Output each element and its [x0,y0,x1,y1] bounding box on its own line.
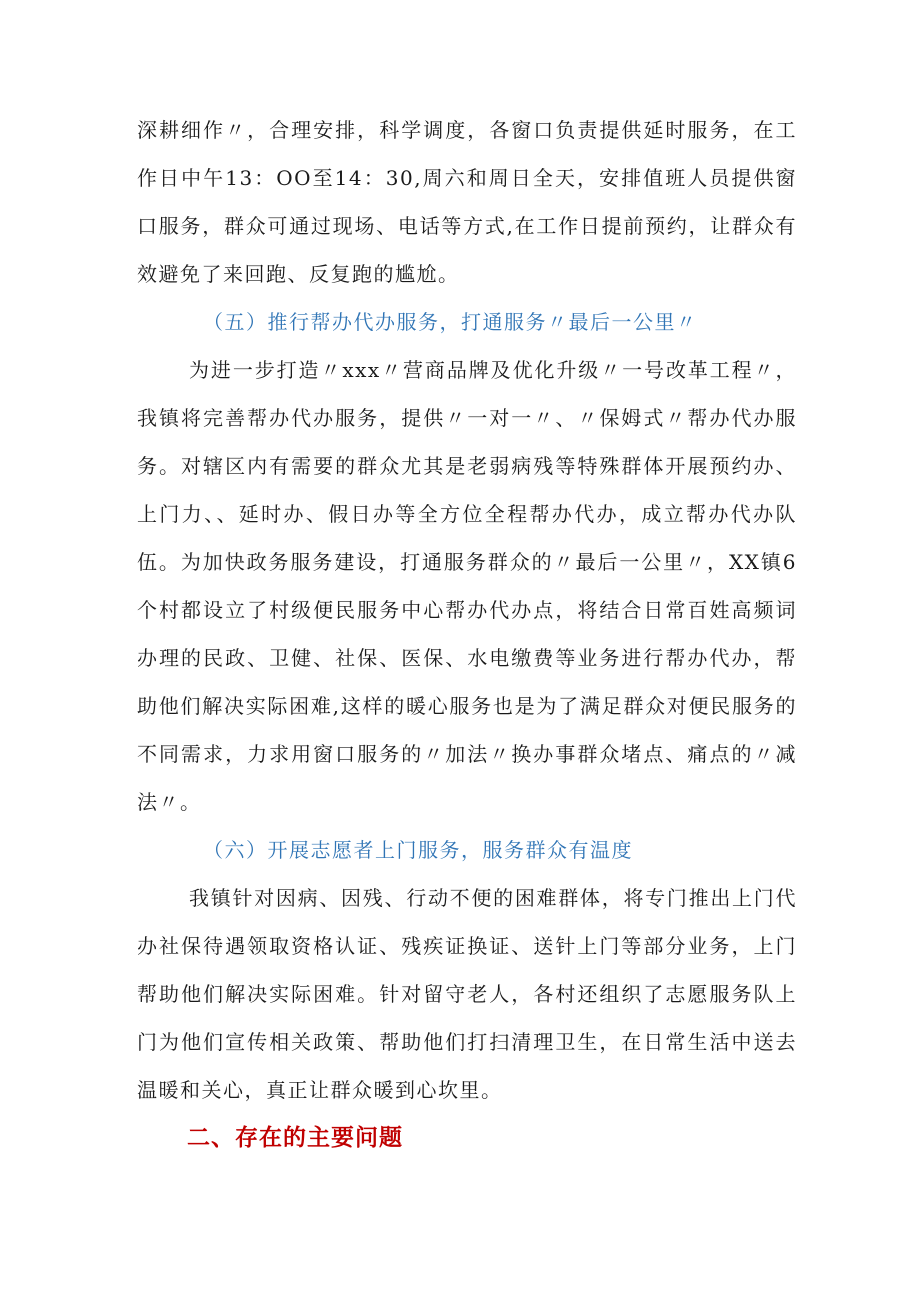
paragraph-section-5: 为进一步打造〃xxx〃营商品牌及优化升级〃一号改革工程〃，我镇将完善帮办代办服务，提供〃一对一〃、〃保姆式〃帮办代办服务。对辖区内有需要的群众尤其是老弱病残等特殊群体开展预约办、上门力、、延时办、假日办等全方位全程帮办代办，成立帮办代办队伍。为加快政务服务建设，打通服务群众的〃最后一公里〃，XX镇6个村都设立了村级便民服务中心帮办代办点，将结合日常百姓高频词办理的民政、卫健、社保、医保、水电缴费等业务进行帮办代办，帮助他们解决实际困难,这样的暖心服务也是为了满足群众对便民服务的不同需求，力求用窗口服务的〃加法〃换办事群众堵点、痛点的〃减法〃。 [137,358,797,814]
paragraph-section-6: 我镇针对因病、因残、行动不便的困难群体，将专门推出上门代办社保待遇领取资格认证、残疾证换证、送针上门等部分业务，上门帮助他们解决实际困难。针对留守老人，各村还组织了志愿服务队上门为他们宣传相关政策、帮助他们打扫清理卫生，在日常生活中送去温暖和关心，真正让群众暖到心坎里。 [137,886,797,1102]
section-title-problems: 二、存在的主要问题 [187,1125,403,1151]
subheading-section-5: （五）推行帮办代办服务，打通服务〃最后一公里〃 [203,310,698,334]
subheading-section-6: （六）开展志愿者上门服务，服务群众有温度 [203,838,633,862]
paragraph-continued: 深耕细作〃，合理安排，科学调度，各窗口负责提供延时服务，在工作日中午13：OO至14：30,周六和周日全天，安排值班人员提供窗口服务，群众可通过现场、电话等方式,在工作日提前预约，让群众有效避免了来回跑、反复跑的尴尬。 [137,118,797,286]
